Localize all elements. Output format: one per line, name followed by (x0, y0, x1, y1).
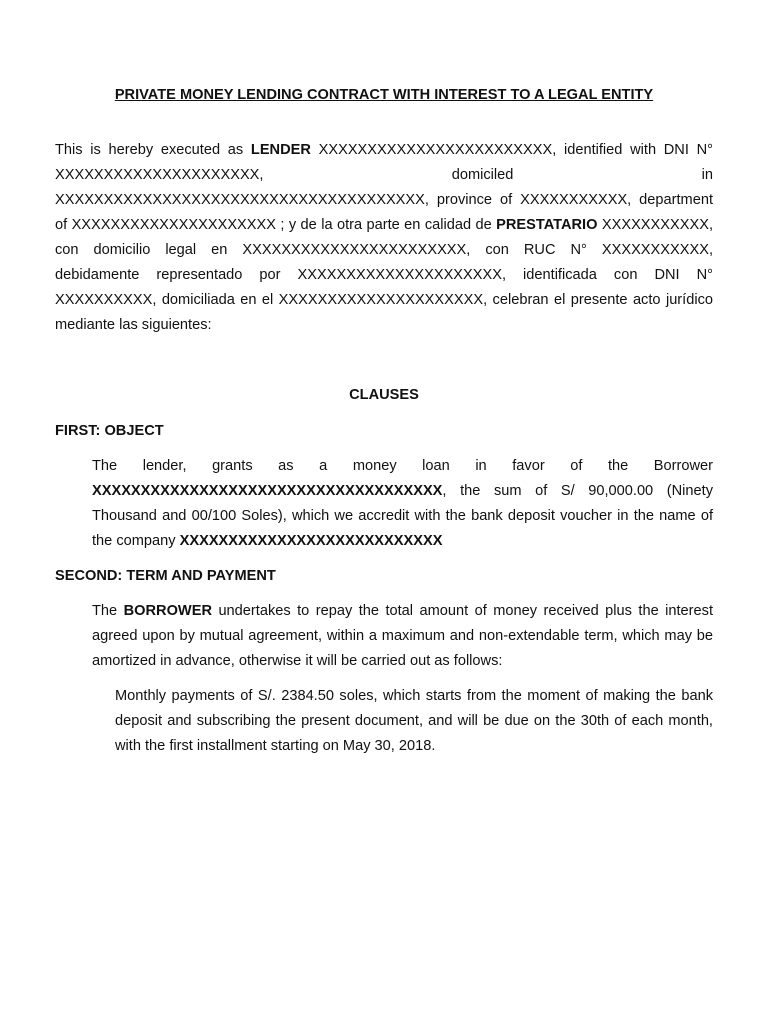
first-text-2: , the sum of S/ 90,000.00 (Ninety Thousand and 00/100 Soles), which we accredit with the bank deposit voucher in the name of the company (92, 483, 713, 549)
lender-label: LENDER (250, 142, 311, 158)
borrower-name: XXXXXXXXXXXXXXXXXXXXXXXXXXXXXXXXXXXX (92, 483, 443, 499)
borrower-label: BORROWER (123, 603, 212, 619)
first-clause-paragraph (92, 454, 713, 554)
second-clause-heading: SECOND: TERM AND PAYMENT (55, 568, 276, 584)
second-text-2: undertakes to repay the total amount of money received plus the interest agreed upon by mutual agreement, within a maximum and non-extendable term, which may be amortized in advance, otherwise it will be carried out as follows: (92, 603, 713, 669)
clauses-heading: CLAUSES (349, 387, 419, 403)
intro-text-3: XXXXXXXXXXX, con domicilio legal en XXXXXXXXXXXXXXXXXXXXXXX, con RUC N° XXXXXXXXXXX, debidamente representado por XXXXXXXXXXXXXXXXXXXXX, identificada con DNI N° XXXXXXXXXX, domiciliada en el XXXXXXXXXXXXXXXXXXXXX, celebran el presente acto jurídico mediante las siguientes: (55, 217, 714, 333)
first-text-1: The lender, grants as a money loan in favor of the Borrower (92, 458, 713, 474)
first-clause-heading: FIRST: OBJECT (55, 423, 164, 439)
document-title: PRIVATE MONEY LENDING CONTRACT WITH INTEREST TO A LEGAL ENTITY (114, 87, 654, 103)
intro-text-2: XXXXXXXXXXXXXXXXXXXXXXXX, identified with DNI N° XXXXXXXXXXXXXXXXXXXXX, domiciled in XXXXXXXXXXXXXXXXXXXXXXXXXXXXXXXXXXXXXX, province of XXXXXXXXXXX, department of XXXXXXXXXXXXXXXXXXXXX ; y de la otra parte en calidad de (55, 142, 713, 233)
second-text-1: The (92, 603, 124, 619)
company-name: XXXXXXXXXXXXXXXXXXXXXXXXXXX (179, 533, 443, 549)
prestatario-label: PRESTATARIO (496, 217, 598, 233)
second-clause-paragraph (92, 599, 713, 674)
intro-paragraph (55, 138, 713, 338)
intro-text-1: This is hereby executed as (55, 142, 251, 158)
monthly-payment-paragraph: Monthly payments of S/. 2384.50 soles, which starts from the moment of making the bank deposit and subscribing the present document, and will be due on the 30th of each month, with the first installment starting on May 30, 2018. (115, 688, 713, 754)
